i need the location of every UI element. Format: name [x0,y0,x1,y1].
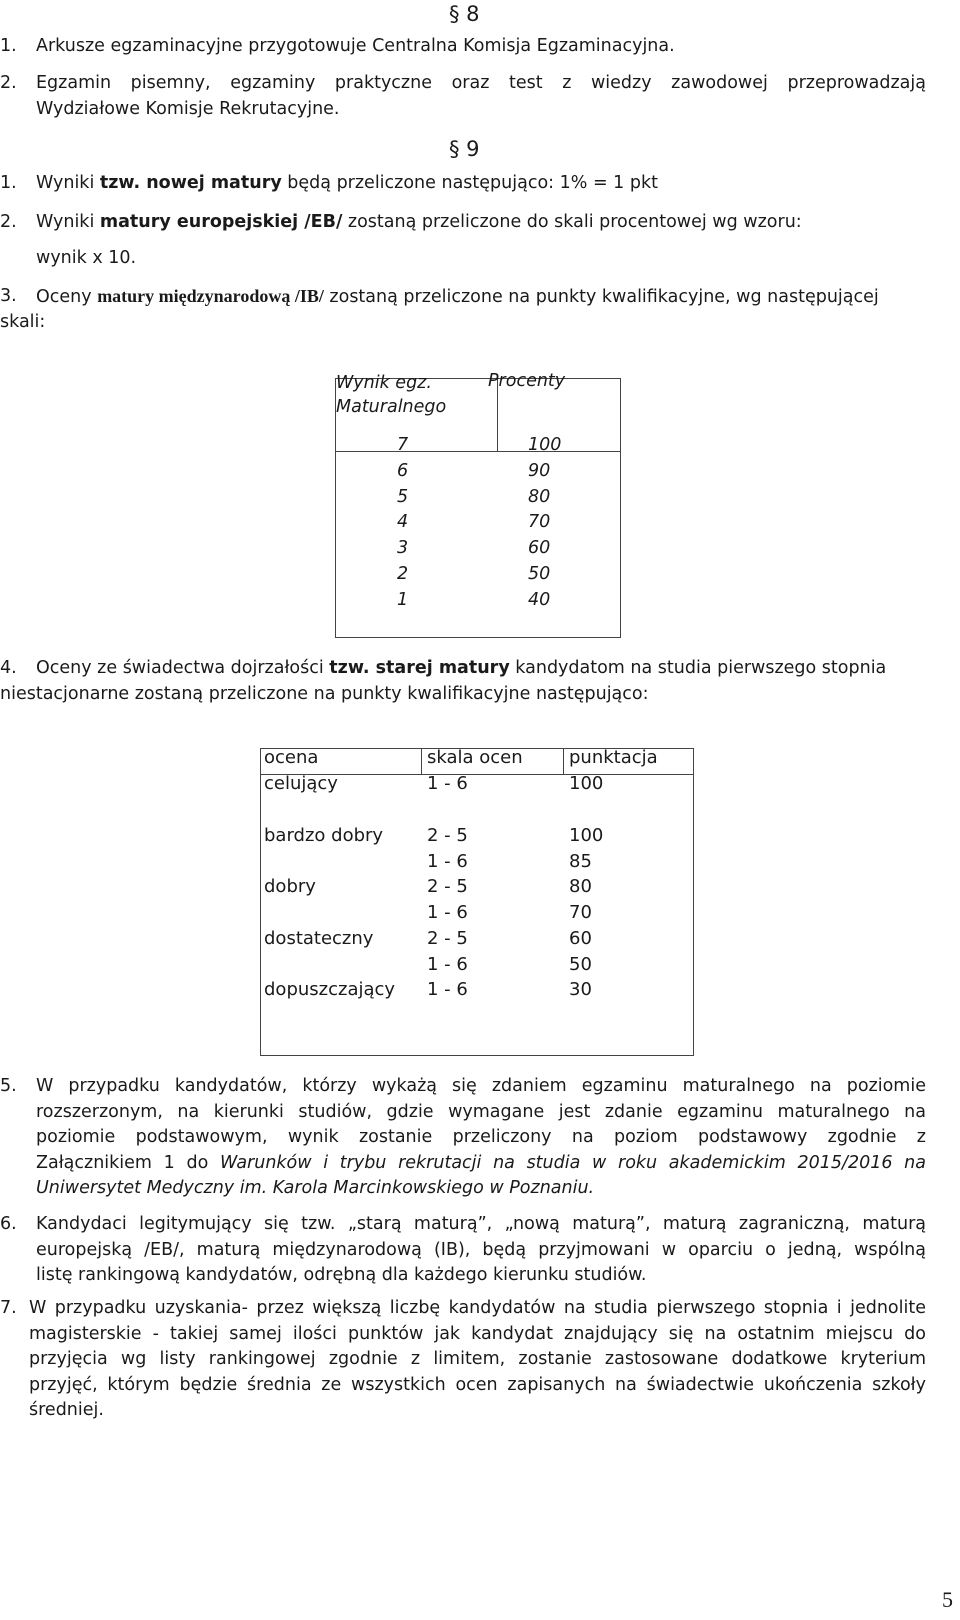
old-scale-cell: 1 - 6 [427,773,468,794]
header-scale: skala ocen [427,747,523,768]
bold-part: matury europejskiej /EB/ [99,212,343,232]
item-number: 1. [0,36,17,56]
text-part: Wyniki [36,173,100,193]
old-points-cell: 85 [569,851,592,872]
old-points-cell: 50 [569,954,592,975]
section8-item-1 [0,36,675,56]
item-5 [0,1074,926,1202]
item-continuation: skali: [0,312,46,332]
item-line: Uniwersytet Medyczny im. Karola Marcinkowskiego w Poznaniu. [36,1178,595,1199]
item-line: W przypadku kandydatów, którzy wykażą się zdaniem egzaminu maturalnego na poziomie [36,1076,926,1096]
ib-percent-cell: 80 [528,486,551,507]
old-points-cell: 100 [569,825,604,846]
header-divider [336,451,620,452]
old-grade-cell: celujący [264,773,338,794]
text-part: będą przeliczone następująco: 1% = 1 pkt [281,173,658,193]
ib-grade-cell: 3 [397,538,409,559]
item-line: poziomie podstawowym, wynik zostanie przeliczony na poziom podstawowy zgodnie z [36,1127,926,1148]
text-part: zostaną przeliczone na punkty kwalifikacyjne, wg następującej [323,287,879,307]
section9-item-3 [0,286,879,307]
old-matura-table [260,748,694,1056]
item-line: Kandydaci legitymujący się tzw. „starą maturą”, „nową maturą”, maturą zagraniczną, maturą [36,1214,926,1234]
ib-percent-cell: 60 [528,538,551,559]
text-part: Oceny ze świadectwa dojrzałości [36,658,330,678]
old-scale-cell: 2 - 5 [427,825,468,846]
item-text [36,212,802,232]
item-text [36,173,658,193]
text-part: Załącznikiem 1 do [36,1152,220,1173]
old-scale-cell: 1 - 6 [427,902,468,923]
old-points-cell: 60 [569,928,592,949]
text-part: kandydatom na studia pierwszego stopnia [509,658,887,678]
item-line [36,1151,926,1177]
item-number: 7. [0,1298,17,1318]
formula: wynik x 10. [36,248,137,268]
text-part: Oceny [36,287,98,307]
ib-percent-cell: 40 [528,589,551,610]
old-scale-cell: 2 - 5 [427,928,468,949]
ib-grade-cell: 6 [397,460,409,481]
item-6 [0,1212,926,1289]
item-number: 5. [0,1076,17,1096]
item-7 [0,1296,926,1424]
ib-percent-cell: 90 [528,460,551,481]
old-points-cell: 70 [569,902,592,923]
text-part: Wyniki [36,212,100,232]
item-number: 2. [0,73,17,93]
item-number: 6. [0,1214,17,1234]
item-text: Arkusze egzaminacyjne przygotowuje Centralna Komisja Egzaminacyjna. [36,36,675,56]
old-grade-cell: dostateczny [264,928,374,949]
old-scale-cell: 1 - 6 [427,851,468,872]
section-8-heading: § 8 [449,2,480,26]
item-line: średniej. [29,1400,104,1421]
item-line: W przypadku uzyskania- przez większą liczbę kandydatów na studia pierwszego stopnia i jednolite [29,1298,926,1318]
bold-part: matury międzynarodową /IB/ [97,286,324,306]
old-points-cell: 30 [569,979,592,1000]
column-divider [421,749,422,774]
header-percent: Procenty [488,371,566,391]
header-line: Wynik egz. [336,373,432,393]
ib-grade-cell: 1 [397,589,409,610]
item-line: przyjęcia wg listy rankingowej zgodnie z limitem, zostanie zastosowane dodatkowe kryterium [29,1349,926,1370]
section-9-heading: § 9 [449,137,480,161]
item-number: 3. [0,286,17,306]
item-line [36,656,926,682]
bold-part: tzw. nowej matury [99,173,282,193]
old-points-cell: 100 [569,773,604,794]
old-grade-cell: dopuszczający [264,979,396,1000]
header-result [336,371,446,419]
item-line: listę rankingową kandydatów, odrębną dla każdego kierunku studiów. [36,1265,647,1286]
header-grade: ocena [264,747,319,768]
header-points: punktacja [569,747,658,768]
text-part: zostaną przeliczone do skali procentowej wg wzoru: [342,212,802,232]
old-grade-cell: bardzo dobry [264,825,384,846]
ib-percent-cell: 50 [528,564,551,584]
item-line: rozszerzonym, na kierunki studiów, gdzie wymagane jest zdanie egzaminu maturalnego na [36,1101,926,1122]
ib-grade-cell: 5 [397,486,409,507]
column-divider [563,749,564,774]
old-scale-cell: 1 - 6 [427,979,468,1000]
item-line: Egzamin pisemny, egzaminy praktyczne oraz test z wiedzy zawodowej przeprowadzają [36,73,926,93]
item-line: przyjęć, którym będzie średnia ze wszystkich ocen zapisanych na świadectwie ukończenia szkoły [29,1374,926,1395]
old-scale-cell: 2 - 5 [427,876,468,897]
item-line: niestacjonarne zostaną przeliczone na punkty kwalifikacyjne następująco: [0,683,649,704]
item-line: europejską /EB/, maturą międzynarodową (IB), będą przyjmowani w oparciu o jedną, wspólną [36,1239,926,1260]
ib-conversion-table [335,371,621,638]
italic-part: Warunków i trybu rekrutacji na studia w roku akademickim 2015/2016 na [219,1152,926,1173]
ib-grade-cell: 7 [397,435,409,455]
ib-percent-cell: 100 [528,435,562,455]
old-points-cell: 80 [569,876,592,897]
item-number: 4. [0,658,17,678]
section9-item-2 [0,212,802,232]
item-text [36,286,879,307]
item-line: Wydziałowe Komisje Rekrutacyjne. [36,99,340,119]
old-scale-cell: 1 - 6 [427,954,468,975]
header-line: Maturalnego [336,397,447,417]
bold-part: tzw. starej matury [329,658,510,678]
page-number: 5 [942,1587,953,1612]
section9-item-1 [0,173,658,193]
section8-item-2 [0,70,926,122]
old-grade-cell: dobry [264,876,316,897]
ib-percent-cell: 70 [528,512,551,533]
item-line: magisterskie - takiej samej ilości punktów jak kandydat znajdujący się na ostatnim miejscu do [29,1323,926,1344]
ib-grade-cell: 2 [397,564,409,584]
item-number: 2. [0,212,17,232]
item-number: 1. [0,173,17,193]
item-4 [0,656,926,707]
ib-grade-cell: 4 [397,512,409,533]
